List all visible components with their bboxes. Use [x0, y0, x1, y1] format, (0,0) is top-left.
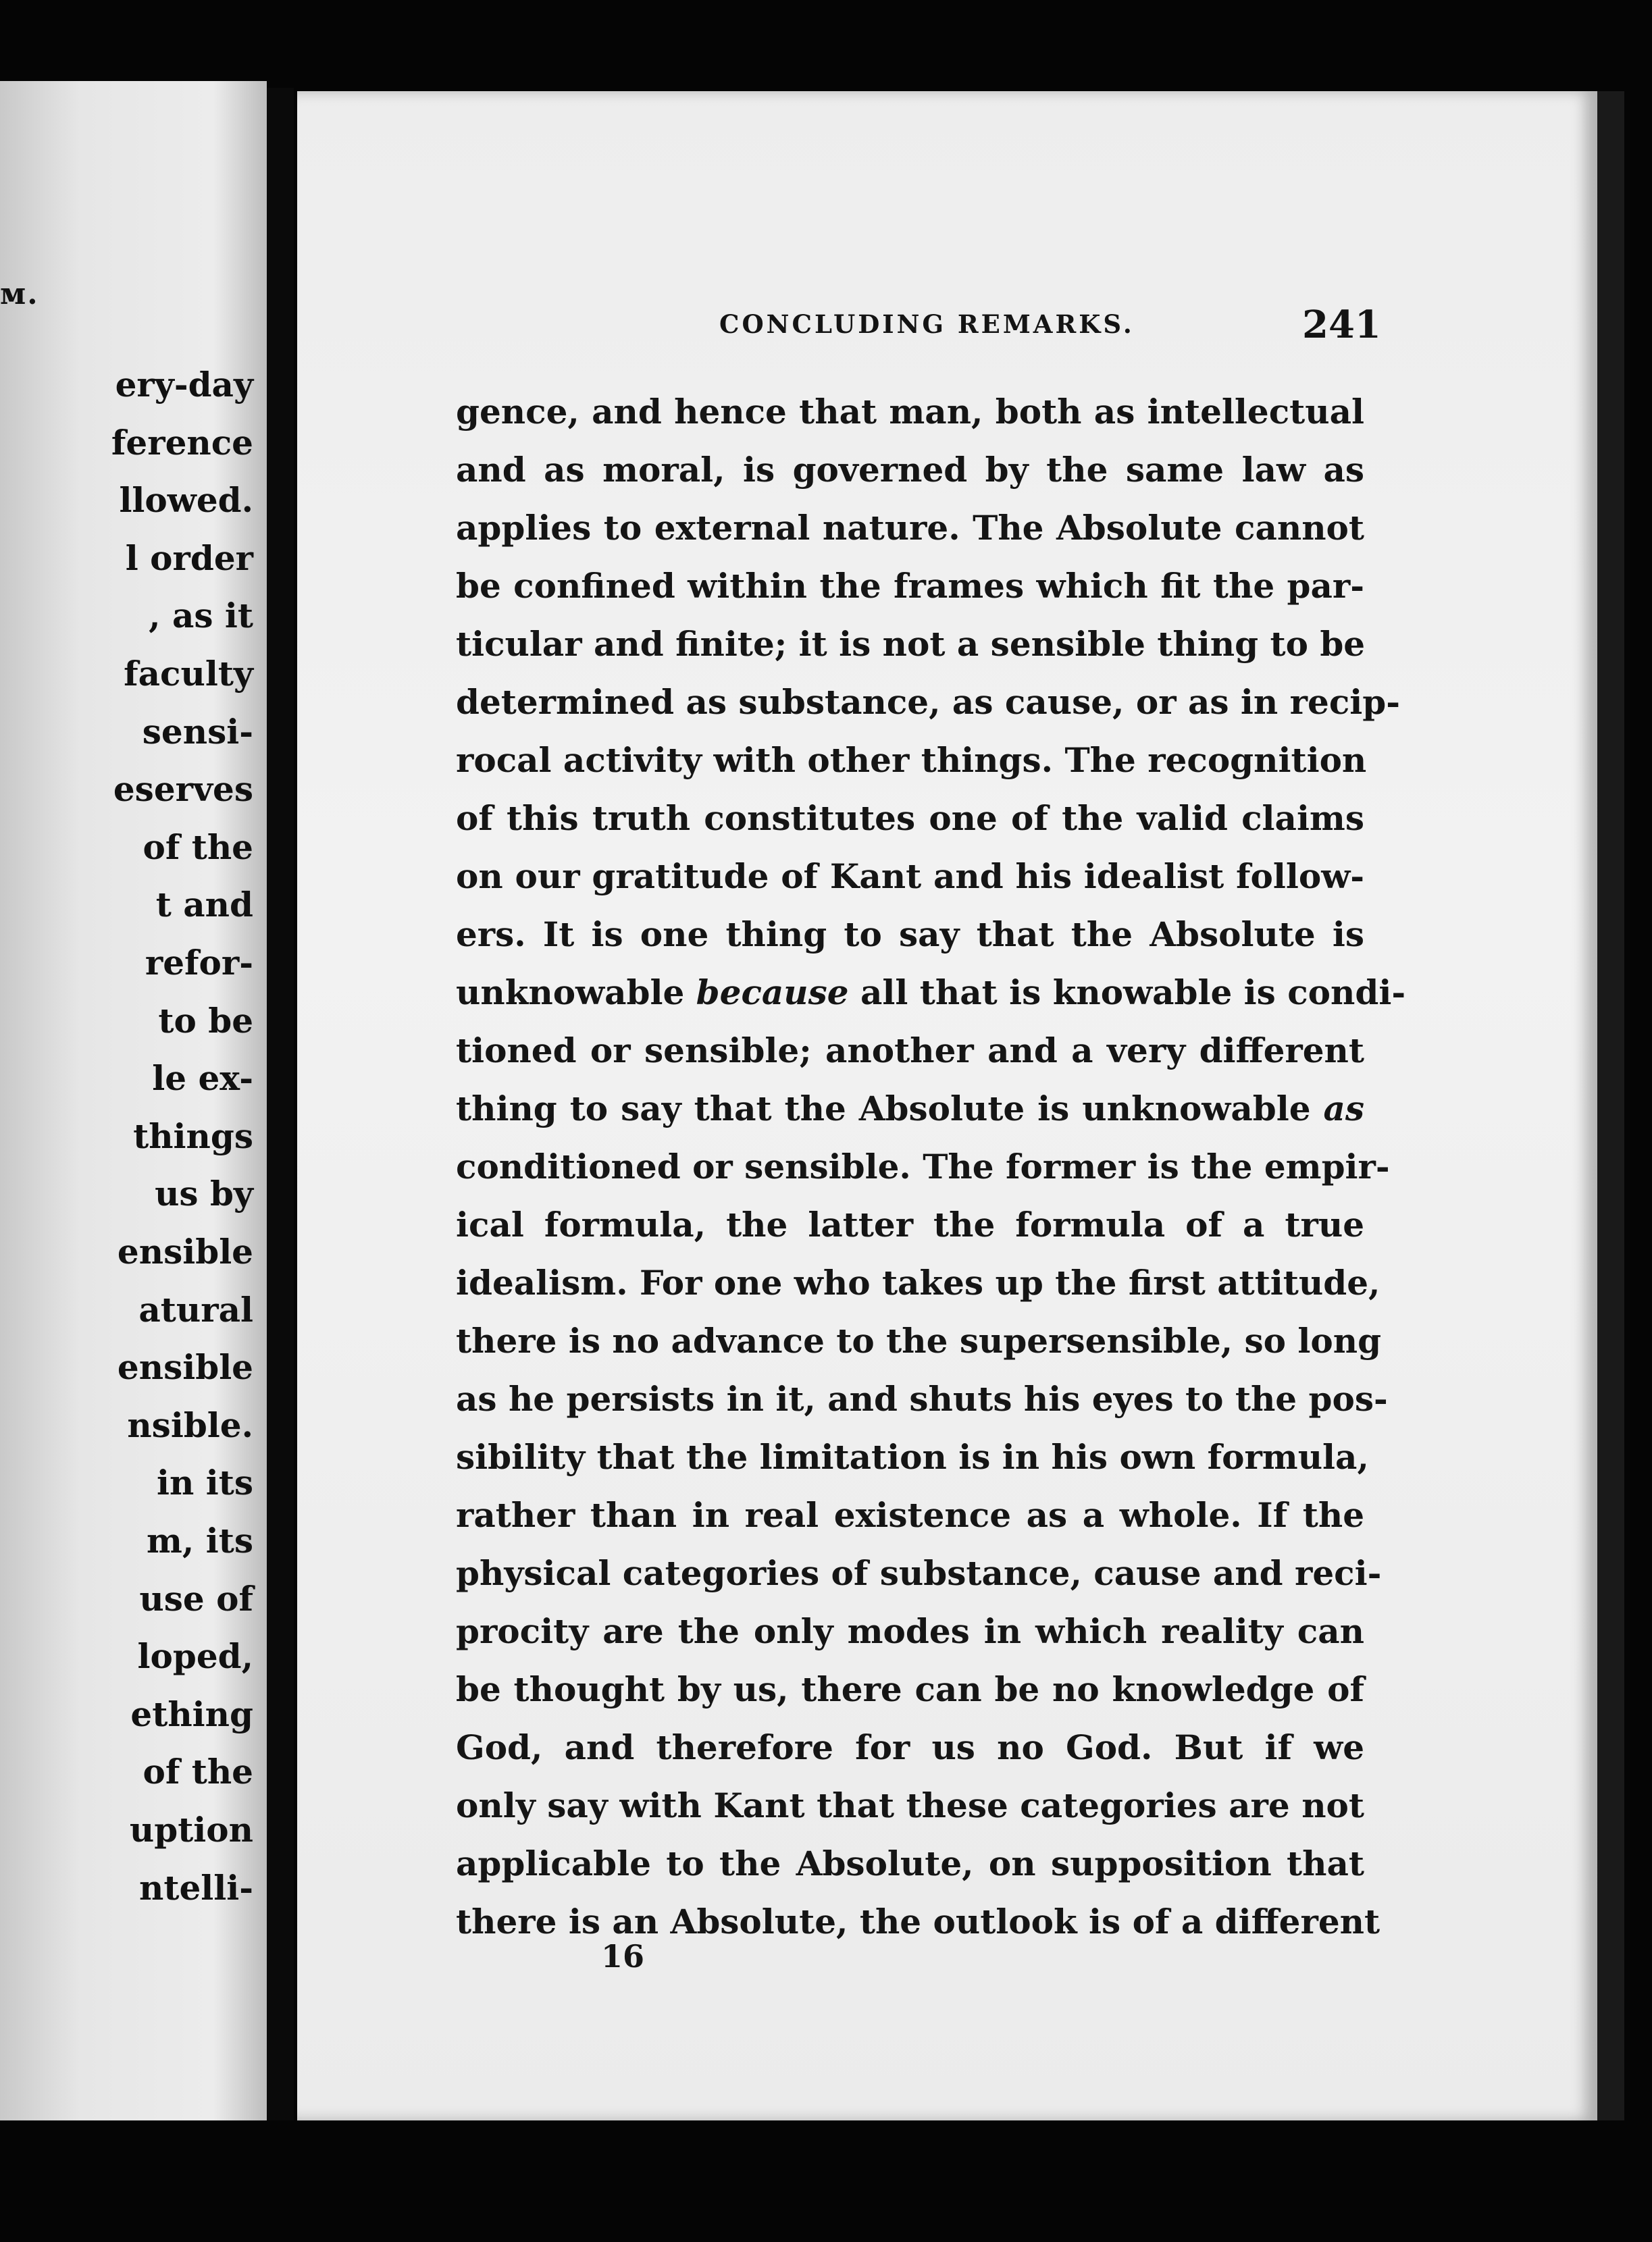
- text-line: ical formula, the latter the formula of a true: [456, 1205, 1364, 1245]
- left-line-fragment: ference: [111, 422, 253, 463]
- left-line-fragment: loped,: [137, 1636, 253, 1677]
- left-line-fragment: t and: [155, 885, 253, 925]
- left-line-fragment: ntelli-: [139, 1867, 253, 1908]
- left-line-fragment: to be: [158, 1000, 253, 1041]
- text-line: gence, and hence that man, both as intellectual: [456, 392, 1364, 432]
- left-line-fragment: uption: [129, 1810, 253, 1850]
- left-line-fragment: things: [133, 1116, 253, 1156]
- signature-mark: 16: [601, 1938, 645, 1975]
- page-number: 241: [1302, 303, 1381, 347]
- left-line-fragment: faculty: [124, 654, 253, 694]
- text-line: of this truth constitutes one of the valid claims: [456, 798, 1364, 838]
- page-edge-shadow: [1597, 91, 1624, 2120]
- text-line: on our gratitude of Kant and his idealist follow-: [456, 856, 1364, 896]
- left-line-fragment: ery-day: [115, 365, 253, 405]
- text-line: conditioned or sensible. The former is the empir-: [456, 1147, 1390, 1187]
- left-line-fragment: m, its: [147, 1521, 253, 1561]
- left-line-fragment: us by: [155, 1174, 253, 1214]
- left-line-fragment: in its: [157, 1463, 253, 1503]
- left-line-fragment: atural: [138, 1289, 253, 1330]
- left-line-fragment: l order: [125, 538, 253, 578]
- text-line: procity are the only modes in which reality can: [456, 1611, 1364, 1651]
- text-line: and as moral, is governed by the same law as: [456, 450, 1364, 490]
- text-line: sibility that the limitation is in his own formula,: [456, 1437, 1369, 1477]
- book-gutter: [267, 88, 294, 2120]
- text-line: ticular and finite; it is not a sensible thing to be: [456, 624, 1366, 664]
- running-head: CONCLUDING REMARKS.: [719, 309, 1135, 339]
- left-line-fragment: , as it: [149, 596, 253, 636]
- left-line-fragment: sensi-: [142, 711, 253, 752]
- left-running-head-fragment: м.: [0, 277, 39, 311]
- text-line: idealism. For one who takes up the first attitude,: [456, 1263, 1380, 1303]
- left-line-fragment: ensible: [117, 1232, 253, 1272]
- left-page: [0, 81, 267, 2120]
- left-line-fragment: refor-: [145, 943, 253, 983]
- left-line-fragment: of the: [143, 1752, 253, 1792]
- text-line: determined as substance, as cause, or as in recip-: [456, 682, 1400, 722]
- text-line: as he persists in it, and shuts his eyes to the pos-: [456, 1379, 1388, 1419]
- left-line-fragment: llowed.: [119, 480, 253, 521]
- text-line: unknowable because all that is knowable is condi-: [456, 972, 1406, 1012]
- left-line-fragment: ensible: [117, 1347, 253, 1388]
- left-line-fragment: nsible.: [127, 1405, 253, 1445]
- text-line: be confined within the frames which fit the par-: [456, 566, 1364, 606]
- text-line: tioned or sensible; another and a very different: [456, 1031, 1364, 1070]
- text-line: there is an Absolute, the outlook is of a different: [456, 1902, 1380, 1941]
- left-line-fragment: le ex-: [152, 1058, 253, 1099]
- left-line-fragment: use of: [139, 1578, 253, 1619]
- text-line: God, and therefore for us no God. But if we: [456, 1727, 1364, 1767]
- left-line-fragment: eserves: [113, 769, 253, 810]
- text-line: thing to say that the Absolute is unknowable as: [456, 1089, 1364, 1128]
- text-line: rather than in real existence as a whole. If the: [456, 1495, 1364, 1535]
- text-line: physical categories of substance, cause and reci-: [456, 1553, 1382, 1593]
- text-line: be thought by us, there can be no knowledge of: [456, 1669, 1364, 1709]
- text-line: only say with Kant that these categories are not: [456, 1785, 1364, 1825]
- text-line: applicable to the Absolute, on supposition that: [456, 1844, 1364, 1883]
- text-line: applies to external nature. The Absolute cannot: [456, 508, 1364, 548]
- text-line: ers. It is one thing to say that the Absolute is: [456, 914, 1364, 954]
- left-line-fragment: of the: [143, 827, 253, 867]
- text-line: rocal activity with other things. The recognition: [456, 740, 1367, 780]
- left-line-fragment: ething: [130, 1694, 253, 1734]
- text-line: there is no advance to the supersensible, so long: [456, 1321, 1382, 1361]
